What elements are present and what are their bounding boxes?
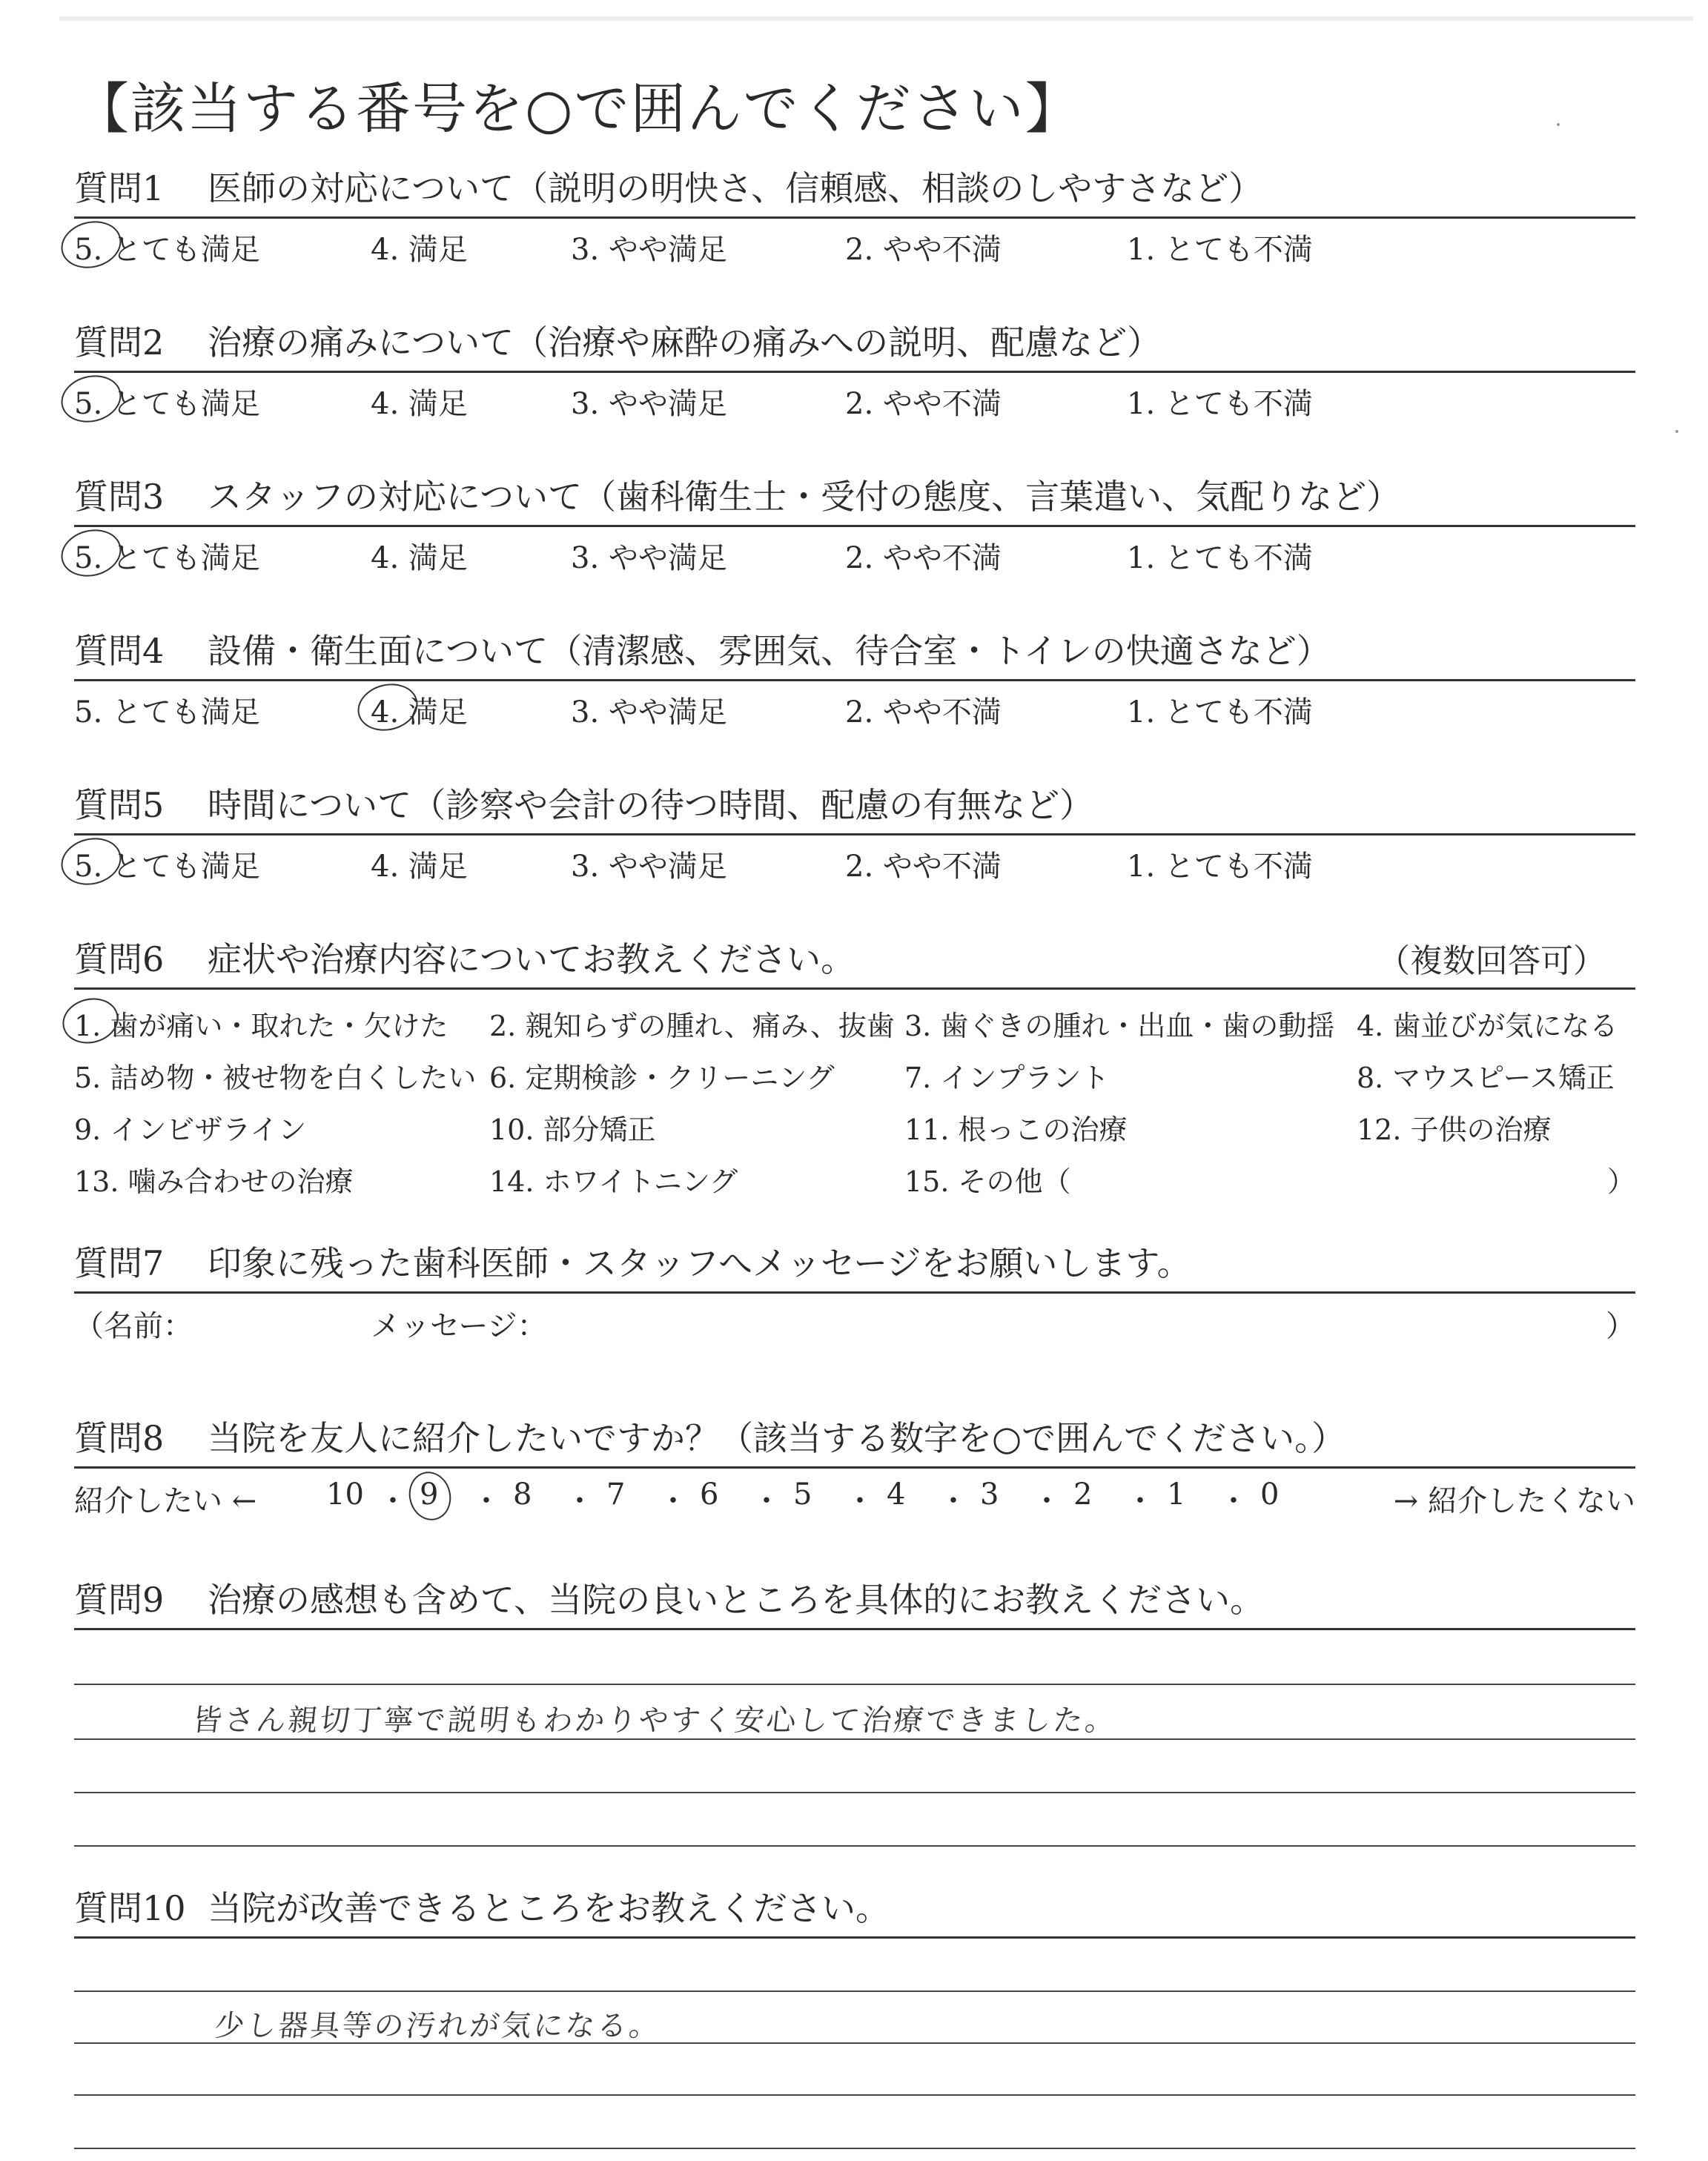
scan-speck: [1675, 430, 1678, 433]
symptom-option[interactable]: 5. 詰め物・被せ物を白くしたい: [74, 1062, 477, 1094]
question-title: 治療の痛みについて（治療や麻酔の痛みへの説明、配慮など）: [208, 322, 1162, 363]
question-10-header: [74, 1882, 1635, 1939]
answer-line: [74, 1792, 1635, 1793]
question-8: [74, 1412, 1635, 1520]
scale-value[interactable]: 10: [326, 1477, 364, 1512]
question-4: [74, 624, 1635, 729]
message-line: [74, 1294, 1635, 1341]
question-label: 質問7: [74, 1243, 165, 1283]
rating-option[interactable]: 4. 満足: [371, 695, 468, 729]
question-label: 質問10: [74, 1888, 186, 1928]
question-title: 設備・衛生面について（清潔感、雰囲気、待合室・トイレの快適さなど）: [208, 631, 1331, 671]
rating-option[interactable]: 2. やや不満: [845, 695, 1002, 729]
scale-right-label: → 紹介したくない: [1393, 1484, 1635, 1518]
question-1-header: [74, 162, 1635, 219]
rating-option[interactable]: 2. やや不満: [845, 387, 1002, 421]
scan-speck: [1557, 123, 1560, 126]
rating-option[interactable]: 4. 満足: [371, 541, 468, 575]
symptom-option[interactable]: 13. 噛み合わせの治療: [74, 1165, 354, 1198]
rating-option[interactable]: 4. 満足: [371, 233, 468, 267]
symptom-option[interactable]: 7. インプラント: [904, 1062, 1110, 1094]
question-6: [74, 933, 1635, 1197]
other-close-paren: ）: [1606, 1165, 1635, 1198]
scale-separator: ・: [1032, 1484, 1062, 1518]
question-1: [74, 162, 1635, 267]
question-7: [74, 1237, 1635, 1341]
question-3-header: [74, 470, 1635, 527]
question-5-header: [74, 778, 1635, 835]
scale-separator: ・: [939, 1484, 968, 1518]
message-field-label[interactable]: メッセージ：: [371, 1309, 547, 1343]
question-2: [74, 316, 1635, 421]
rating-options: [74, 219, 1635, 267]
answer-line: [74, 2148, 1635, 2149]
question-title: 当院を友人に紹介したいですか？（該当する数字を○で囲んでください。）: [208, 1418, 1346, 1458]
symptom-option[interactable]: 15. その他（: [904, 1165, 1071, 1198]
question-label: 質問3: [74, 477, 165, 517]
scale-value[interactable]: 4: [887, 1477, 906, 1512]
symptom-option[interactable]: 14. ホワイトニング: [489, 1165, 738, 1198]
handwritten-answer: 皆さん親切丁寧で説明もわかりやすく安心して治療できました。: [191, 1704, 1119, 1738]
question-10: [74, 1882, 1635, 2161]
question-title: スタッフの対応について（歯科衛生士・受付の態度、言葉遣い、気配りなど）: [208, 477, 1401, 517]
question-label: 質問6: [74, 939, 165, 979]
question-8-header: [74, 1412, 1635, 1469]
rating-option[interactable]: 2. やや不満: [845, 233, 1002, 267]
answer-lines[interactable]: [74, 1939, 1635, 2161]
symptom-options: [74, 990, 1635, 1197]
rating-options: [74, 681, 1635, 729]
scale-value[interactable]: 3: [980, 1477, 999, 1512]
scale-value[interactable]: 2: [1073, 1477, 1093, 1512]
question-7-header: [74, 1237, 1635, 1294]
answer-lines[interactable]: [74, 1630, 1635, 1853]
scale-value[interactable]: 0: [1260, 1477, 1280, 1512]
rating-option[interactable]: 1. とても不満: [1127, 387, 1313, 421]
scale-separator: ・: [845, 1484, 875, 1518]
rating-options: [74, 835, 1635, 884]
symptom-option[interactable]: 2. 親知らずの腫れ、痛み、抜歯: [489, 1010, 895, 1042]
question-9: [74, 1573, 1635, 1853]
scale-value[interactable]: 1: [1167, 1477, 1186, 1512]
instruction-heading: 【該当する番号を○で囲んでください】: [74, 77, 1082, 141]
scale-separator: ・: [752, 1484, 781, 1518]
handwritten-answer: 少し器具等の汚れが気になる。: [213, 2009, 663, 2043]
question-5: [74, 778, 1635, 884]
question-label: 質問8: [74, 1418, 165, 1458]
question-4-header: [74, 624, 1635, 681]
rating-option[interactable]: 5. とても満足: [74, 695, 260, 729]
rating-option[interactable]: 4. 満足: [371, 850, 468, 884]
scale-left-label: 紹介したい ←: [74, 1484, 257, 1518]
top-border: [59, 16, 1693, 21]
scale-value[interactable]: 6: [700, 1477, 719, 1512]
rating-option[interactable]: 3. やや満足: [571, 387, 727, 421]
rating-option[interactable]: 5. とても満足: [74, 541, 260, 575]
answer-line: [74, 1845, 1635, 1847]
question-title: 症状や治療内容についてお教えください。: [208, 939, 855, 979]
close-paren: ）: [1606, 1309, 1635, 1343]
name-field-label[interactable]: （名前：: [74, 1309, 193, 1343]
rating-option[interactable]: 5. とても満足: [74, 387, 260, 421]
symptom-option[interactable]: 11. 根っこの治療: [904, 1113, 1128, 1146]
scale-value[interactable]: 8: [513, 1477, 532, 1512]
question-label: 質問5: [74, 785, 165, 825]
symptom-option[interactable]: 9. インビザライン: [74, 1113, 307, 1146]
rating-option[interactable]: 1. とても不満: [1127, 850, 1313, 884]
symptom-option[interactable]: 12. 子供の治療: [1357, 1113, 1552, 1146]
rating-option[interactable]: 5. とても満足: [74, 850, 260, 884]
symptom-option[interactable]: 10. 部分矯正: [489, 1113, 656, 1146]
rating-option[interactable]: 5. とても満足: [74, 233, 260, 267]
scale-separator: ・: [378, 1484, 408, 1518]
symptom-option[interactable]: 6. 定期検診・クリーニング: [489, 1062, 835, 1094]
rating-option[interactable]: 2. やや不満: [845, 850, 1002, 884]
rating-option[interactable]: 3. やや満足: [571, 850, 727, 884]
question-2-header: [74, 316, 1635, 373]
scale-separator: ・: [658, 1484, 688, 1518]
question-title: 印象に残った歯科医師・スタッフへメッセージをお願いします。: [208, 1243, 1191, 1283]
question-title: 医師の対応について（説明の明快さ、信頼感、相談のしやすさなど）: [208, 168, 1263, 208]
answer-line: [74, 1684, 1635, 1685]
scale-separator: ・: [565, 1484, 595, 1518]
recommend-scale: [74, 1469, 1635, 1520]
rating-option[interactable]: 3. やや満足: [571, 233, 727, 267]
scale-separator: ・: [1219, 1484, 1248, 1518]
question-3: [74, 470, 1635, 575]
rating-option[interactable]: 1. とても不満: [1127, 541, 1313, 575]
question-label: 質問1: [74, 168, 165, 208]
scale-value[interactable]: 5: [793, 1477, 812, 1512]
symptom-option[interactable]: 3. 歯ぐきの腫れ・出血・歯の動揺: [904, 1010, 1335, 1042]
question-title: 当院が改善できるところをお教えください。: [208, 1888, 890, 1928]
question-label: 質問2: [74, 322, 165, 363]
rating-option[interactable]: 2. やや不満: [845, 541, 1002, 575]
scale-separator: ・: [1125, 1484, 1155, 1518]
answer-line: [74, 1990, 1635, 1992]
scale-separator: ・: [471, 1484, 501, 1518]
rating-option[interactable]: 1. とても不満: [1127, 233, 1313, 267]
question-title: 時間について（診察や会計の待つ時間、配慮の有無など）: [208, 785, 1094, 825]
rating-option[interactable]: 3. やや満足: [571, 541, 727, 575]
scale-value[interactable]: 9: [420, 1477, 439, 1512]
scale-value[interactable]: 7: [606, 1477, 626, 1512]
answer-line: [74, 2094, 1635, 2096]
question-6-header: [74, 933, 1635, 990]
multiple-answer-note: （複数回答可）: [1377, 942, 1606, 980]
question-title: 治療の感想も含めて、当院の良いところを具体的にお教えください。: [208, 1580, 1265, 1620]
rating-options: [74, 373, 1635, 421]
rating-options: [74, 527, 1635, 575]
rating-option[interactable]: 4. 満足: [371, 387, 468, 421]
symptom-option[interactable]: 8. マウスピース矯正: [1357, 1062, 1615, 1094]
rating-option[interactable]: 3. やや満足: [571, 695, 727, 729]
symptom-option[interactable]: 4. 歯並びが気になる: [1357, 1010, 1618, 1042]
symptom-option[interactable]: 1. 歯が痛い・取れた・欠けた: [74, 1010, 448, 1042]
rating-option[interactable]: 1. とても不満: [1127, 695, 1313, 729]
selection-circle: [404, 1467, 456, 1525]
question-9-header: [74, 1573, 1635, 1630]
question-label: 質問4: [74, 631, 165, 671]
question-label: 質問9: [74, 1580, 165, 1620]
